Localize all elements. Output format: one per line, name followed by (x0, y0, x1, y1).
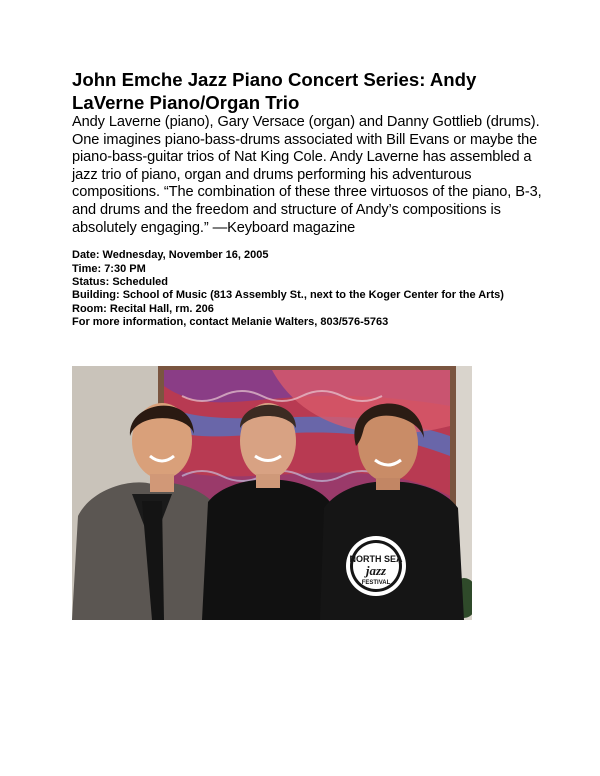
detail-time: Time: 7:30 PM (72, 262, 146, 275)
svg-text:NORTH SEA: NORTH SEA (349, 554, 403, 564)
detail-status: Status: Scheduled (72, 275, 168, 288)
detail-room: Room: Recital Hall, rm. 206 (72, 302, 214, 315)
event-details (72, 249, 542, 329)
event-listing (72, 68, 542, 330)
trio-photo (72, 366, 472, 620)
detail-contact: For more information, contact Melanie Walters, 803/576-5763 (72, 316, 389, 329)
svg-text:FESTIVAL: FESTIVAL (361, 580, 391, 586)
detail-date: Date: Wednesday, November 16, 2005 (72, 249, 269, 262)
middle-man-shirt (202, 480, 334, 620)
svg-text:jazz: jazz (365, 563, 387, 578)
detail-building: Building: School of Music (813 Assembly St., next to the Koger Center for the Arts) (72, 289, 504, 302)
event-description: Andy Laverne (piano), Gary Versace (organ) and Danny Gottlieb (drums). One imagines piano-bass-drums associated with Bill Evans or maybe the piano-bass-guitar trios of Nat King Cole. Andy Laverne has assembled a jazz trio of piano, organ and drums performing his adventurous compositions. “The combination of these three virtuosos of the piano, B-3, and drums and the freedom and structure of Andy’s compositions is absolutely engaging.” —Keyboard magazine (72, 114, 542, 236)
event-title: John Emche Jazz Piano Concert Series: Andy LaVerne Piano/Organ Trio (72, 69, 477, 113)
